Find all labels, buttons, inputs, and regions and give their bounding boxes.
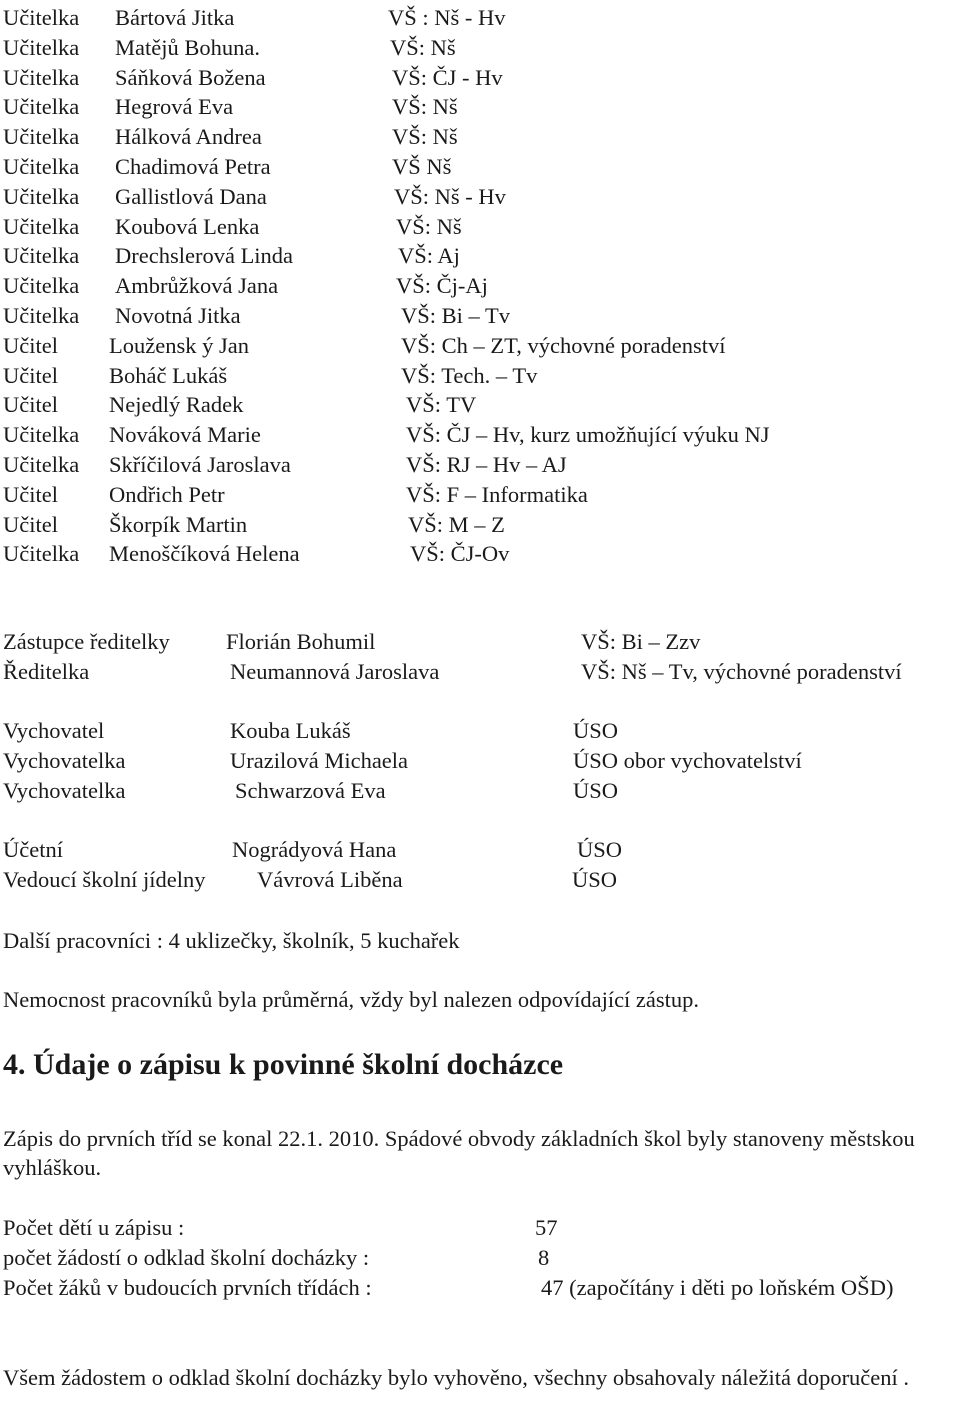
stat-value: 47 (započítány i děti po loňském OŠD) bbox=[541, 1275, 894, 1300]
staff-row bbox=[0, 420, 960, 450]
staff-row bbox=[0, 271, 960, 301]
staff-row bbox=[0, 390, 960, 420]
person-name: Nográdyová Hana bbox=[232, 837, 397, 862]
qualification: ÚSO bbox=[577, 837, 623, 862]
staff-row bbox=[0, 301, 960, 331]
staff-row bbox=[0, 539, 960, 569]
qualification: VŠ: ČJ-Ov bbox=[410, 541, 510, 567]
qualification: VŠ: M – Z bbox=[408, 511, 505, 537]
role-label: Učitelka bbox=[3, 452, 80, 477]
staff-row bbox=[0, 63, 960, 93]
qualification: VŠ: Nš – Tv, výchovné poradenství bbox=[581, 659, 902, 684]
person-name: Ambrůžková Jana bbox=[115, 273, 279, 299]
person-name: Matějů Bohuna. bbox=[115, 34, 260, 60]
role-label: Učitelka bbox=[3, 273, 80, 299]
enrollment-text: Zápis do prvních tříd se konal 22.1. 2010. Spádové obvody základních škol byly stanoveny městskou vyhláškou. bbox=[3, 1126, 915, 1180]
management-row bbox=[0, 657, 960, 687]
role-label: Učitelka bbox=[3, 183, 80, 209]
section-heading: 4. Údaje o zápisu k povinné školní docházce bbox=[3, 1048, 564, 1081]
stat-row bbox=[0, 1243, 960, 1273]
qualification: VŠ: Nš - Hv bbox=[394, 183, 506, 209]
qualification: ÚSO bbox=[573, 718, 619, 743]
role-label: Učitel bbox=[3, 362, 58, 388]
role-label: Učitel bbox=[3, 511, 58, 537]
staff-row bbox=[0, 122, 960, 152]
role-label: Učitel bbox=[3, 481, 58, 507]
staff-row bbox=[0, 510, 960, 540]
staff-row bbox=[0, 241, 960, 271]
educator-row bbox=[0, 776, 960, 806]
stat-label: Počet dětí u zápisu : bbox=[3, 1215, 185, 1240]
person-name: Skříčilová Jaroslava bbox=[109, 452, 291, 477]
role-label: Učitel bbox=[3, 392, 58, 418]
person-name: Nejedlý Radek bbox=[109, 392, 244, 418]
person-name: Bártová Jitka bbox=[115, 5, 235, 30]
person-name: Chadimová Petra bbox=[115, 154, 271, 179]
admin-row bbox=[0, 865, 960, 895]
person-name: Koubová Lenka bbox=[115, 213, 260, 239]
stat-label: počet žádostí o odklad školní docházky : bbox=[3, 1245, 370, 1270]
qualification: VŠ: Tech. – Tv bbox=[401, 362, 538, 388]
stat-value: 57 bbox=[535, 1215, 558, 1240]
role-label: Učitelka bbox=[3, 5, 80, 30]
person-name: Kouba Lukáš bbox=[230, 718, 351, 743]
person-name: Menoščíková Helena bbox=[109, 541, 300, 567]
role-label: Učitelka bbox=[3, 213, 80, 239]
role-label: Učitelka bbox=[3, 34, 80, 60]
role-label: Učitelka bbox=[3, 124, 80, 150]
role-label: Učitelka bbox=[3, 64, 80, 90]
sickness-note: Nemocnost pracovníků byla průměrná, vždy byl nalezen odpovídající zástup. bbox=[3, 987, 700, 1012]
role-label: Zástupce ředitelky bbox=[3, 629, 170, 654]
qualification: VŠ: Nš bbox=[396, 213, 462, 239]
person-name: Loužensk ý Jan bbox=[109, 332, 249, 358]
person-name: Hálková Andrea bbox=[115, 124, 262, 150]
staff-row bbox=[0, 3, 960, 33]
person-name: Nováková Marie bbox=[109, 422, 261, 448]
other-staff-text: Další pracovníci : 4 uklizečky, školník, 5 kuchařek bbox=[3, 928, 460, 953]
person-name: Gallistlová Dana bbox=[115, 183, 267, 209]
qualification: VŠ Nš bbox=[392, 154, 452, 179]
qualification: VŠ: Ch – ZT, výchovné poradenství bbox=[401, 332, 726, 358]
qualification: VŠ : Nš - Hv bbox=[388, 5, 506, 30]
role-label: Vychovatelka bbox=[3, 748, 126, 773]
qualification: VŠ: Nš bbox=[390, 34, 456, 60]
person-name: Vávrová Liběna bbox=[257, 867, 403, 892]
qualification: VŠ: Čj-Aj bbox=[396, 273, 488, 299]
role-label: Učitelka bbox=[3, 243, 80, 269]
management-row bbox=[0, 627, 960, 657]
admin-row bbox=[0, 835, 960, 865]
staff-row bbox=[0, 152, 960, 182]
closing-text: Všem žádostem o odklad školní docházky bylo vyhověno, všechny obsahovaly náležitá doporučení . bbox=[3, 1365, 910, 1390]
qualification: ÚSO obor vychovatelství bbox=[573, 748, 802, 773]
qualification: VŠ: ČJ – Hv, kurz umožňující výuku NJ bbox=[406, 422, 770, 448]
stat-value: 8 bbox=[538, 1245, 550, 1270]
person-name: Schwarzová Eva bbox=[235, 778, 386, 803]
person-name: Škorpík Martin bbox=[109, 511, 248, 537]
person-name: Novotná Jitka bbox=[115, 303, 241, 328]
role-label: Učitelka bbox=[3, 541, 80, 567]
qualification: VŠ: Nš bbox=[392, 94, 458, 120]
qualification: ÚSO bbox=[572, 867, 618, 892]
educator-row bbox=[0, 746, 960, 776]
staff-row bbox=[0, 450, 960, 480]
role-label: Účetní bbox=[3, 837, 63, 862]
stat-row bbox=[0, 1273, 960, 1303]
staff-row bbox=[0, 92, 960, 122]
qualification: VŠ: Bi – Zzv bbox=[581, 629, 701, 654]
role-label: Učitel bbox=[3, 332, 58, 358]
qualification: ÚSO bbox=[573, 778, 619, 803]
role-label: Učitelka bbox=[3, 154, 80, 179]
role-label: Ředitelka bbox=[3, 659, 90, 684]
staff-row bbox=[0, 331, 960, 361]
person-name: Drechslerová Linda bbox=[115, 243, 294, 269]
qualification: VŠ: F – Informatika bbox=[406, 481, 588, 507]
stat-label: Počet žáků v budoucích prvních třídách : bbox=[3, 1275, 372, 1300]
staff-row bbox=[0, 33, 960, 63]
person-name: Ondřich Petr bbox=[109, 481, 225, 507]
role-label: Učitelka bbox=[3, 303, 80, 328]
educator-row bbox=[0, 716, 960, 746]
role-label: Učitelka bbox=[3, 94, 80, 120]
role-label: Vedoucí školní jídelny bbox=[3, 867, 206, 892]
stat-row bbox=[0, 1213, 960, 1243]
staff-row bbox=[0, 480, 960, 510]
qualification: VŠ: ČJ - Hv bbox=[392, 64, 503, 90]
person-name: Florián Bohumil bbox=[226, 629, 376, 654]
role-label: Vychovatel bbox=[3, 718, 105, 743]
staff-row bbox=[0, 361, 960, 391]
person-name: Hegrová Eva bbox=[115, 94, 234, 120]
qualification: VŠ: Nš bbox=[392, 124, 458, 150]
qualification: VŠ: RJ – Hv – AJ bbox=[406, 452, 567, 477]
person-name: Urazilová Michaela bbox=[230, 748, 409, 773]
person-name: Neumannová Jaroslava bbox=[230, 659, 440, 684]
qualification: VŠ: Bi – Tv bbox=[401, 303, 510, 328]
person-name: Boháč Lukáš bbox=[109, 362, 228, 388]
role-label: Učitelka bbox=[3, 422, 80, 448]
role-label: Vychovatelka bbox=[3, 778, 126, 803]
person-name: Sáňková Božena bbox=[115, 64, 266, 90]
staff-row bbox=[0, 182, 960, 212]
staff-row bbox=[0, 212, 960, 242]
qualification: VŠ: TV bbox=[406, 392, 477, 418]
qualification: VŠ: Aj bbox=[398, 243, 460, 269]
